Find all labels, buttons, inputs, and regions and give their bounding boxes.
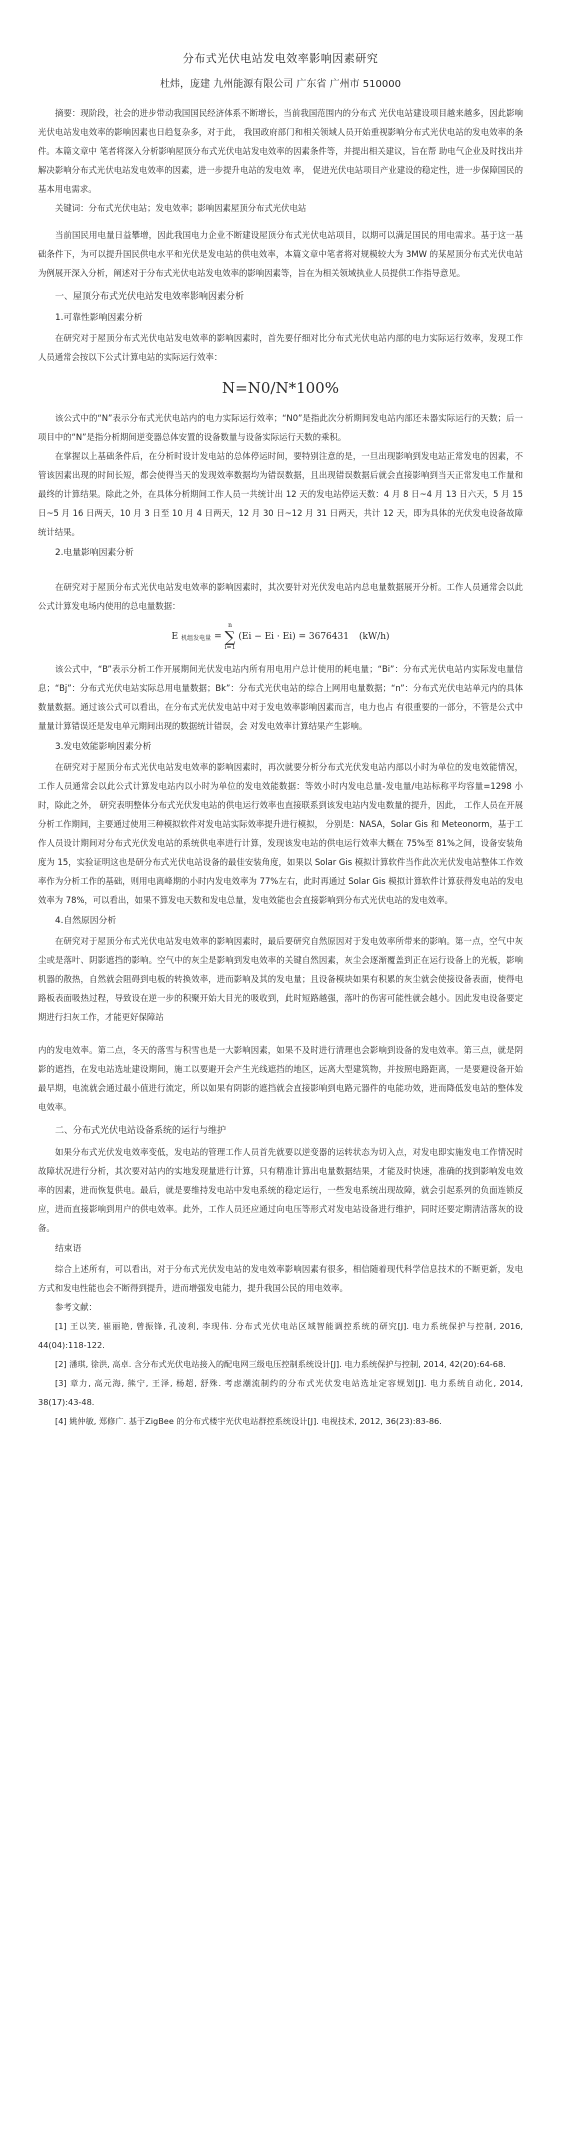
reference-item: [4] 姚仲敏, 郑修广. 基于ZigBee 的分布式楼宇光伏电站群控系统设计[J]. 电视技术, 2012, 36(23):83-86.	[55, 1416, 442, 1426]
formula-body: (Ei − Ei · Ei) = 3676431	[238, 632, 349, 642]
subsection-1-1-heading: 1.可靠性影响因素分析	[55, 313, 143, 323]
conclusion-heading: 结束语	[55, 1244, 82, 1254]
references-heading: 参考文献：	[55, 1302, 97, 1312]
paragraph: 在研究对于屋顶分布式光伏电站发电效率的影响因素时，最后要研究自然原因对于发电效率所带来的影响。第一点，空气中灰尘或是落叶、阴影遮挡的影响。空气中的灰尘是影响到发电效率的关键自然因素，灰尘会逐渐覆盖到正在运行设备上的光板，影响机器的散热，自然就会阻碍到电板的转换效率，进而影响及其的发电量；且设备模块如果有积累的灰尘就会使接设备表面，使得电路板表面吸热过程，导致设在逆一步的积聚开始大目光的吸收到，此时短路越强，落叶的伤害可能性就会越小。因此发电设备要定期进行扫灰工作，才能更好保障站	[38, 936, 523, 1022]
paragraph: 在研究对于屋顶分布式光伏电站发电效率的影响因素时，首先要仔细对比分布式光伏电站内部的电力实际运行效率，发现工作人员通常会按以下公式计算电站的实际运行效率：	[38, 333, 523, 362]
paragraph: 该公式中，“B”表示分析工作开展期间光伏发电站内所有用电用户总计使用的耗电量；“Bi”：分布式光伏电站内实际发电量信息；“Bj”：分布式光伏电站实际总用电量数据；Bk”：分布式光伏电站的综合上网用电量数据；“n”：分布式光伏电站单元内的具体数量数据。通过该公式可以看出，在分布式光伏发电站中对于发电效率影响因素而言，电力也占 有很重要的一部分，不管是公式中量量计算错误还是发电单元期间出现的数据统计错误，会 对发电效率计算结果产生影响。	[38, 664, 523, 731]
paper-title: 分布式光伏电站发电效率影响因素研究	[182, 52, 379, 65]
formula-subscript: 机组发电量	[181, 634, 212, 642]
reference-item: [3] 章力, 高元海, 熊宁, 王泽, 杨超, 舒殊. 考虑潮流制约的分布式光伏发电站选址定容规划[J]. 电力系统自动化, 2014, 38(17):43-48.	[38, 1378, 523, 1407]
section-1-heading: 一、屋顶分布式光伏电站发电效率影响因素分析	[55, 292, 245, 302]
paragraph: 在掌握以上基础条件后，在分析时设计发电站的总体停运时间，要特别注意的是，一旦出现影响到发电站正常发电的因素，不管该因素出现的时间长短，都会使得当天的发现效率数据均为错误数据，且出现错误数据后就会直接影响到当天正常发电工作量和最终的计算结果。除此之外，在具体分析期间工作人员一共统计出 12 天的发电站停运天数：4 月 8 日~4 月 13 日六天，5 月 15 日~5 月 16 日两天，10 月 3 日至 10 月 4 日两天，12 月 30 日~12 月 31 日两天，共计 12 天，即为具体的光伏发电设备故障统计结果。	[38, 451, 523, 537]
efficiency-formula: N=N0/N*100%	[222, 379, 339, 397]
conclusion-paragraph: 综合上述所有，可以看出，对于分布式光伏发电站的发电效率影响因素有很多，相信随着现代科学信息技术的不断更新，发电方式和发电性能也会不断得到提升，进而增强发电能力，提升我国公民的用电效率。	[38, 1264, 523, 1293]
keywords: 关键词：分布式光伏电站；发电效率；影响因素屋顶分布式光伏电站	[55, 203, 307, 213]
formula-symbol: E	[171, 632, 179, 642]
paragraph: 在研究对于屋顶分布式光伏电站发电效率的影响因素时，其次要针对光伏发电站内总电量数据展开分析。工作人员通常会以此公式计算发电场内使用的总电量数据：	[38, 582, 523, 611]
reference-item: [2] 潘琪, 徐洪, 高卓. 含分布式光伏电站接入的配电网三级电压控制系统设计[J]. 电力系统保护与控制, 2014, 42(20):64-68.	[55, 1359, 506, 1369]
energy-formula: E 机组发电量 = n ∑ i=1 (Ei − Ei · Ei) = 3676431 (kW/h)	[171, 622, 390, 651]
authors-line: 杜炜，庞建 九州能源有限公司 广东省 广州市 510000	[160, 79, 401, 90]
subsection-1-4-heading: 4.自然原因分析	[55, 916, 117, 926]
paragraph: 在研究对于屋顶分布式光伏电站发电效率的影响因素时，再次就要分析分布式光伏发电站内部以小时为单位的发电效能情况，工作人员通常会以此公式计算发电站内以小时为单位的发电效能数据：等效小时内发电总量-发电量/电站标称平均容量=1298 小时，除此之外， 研究表明整体分布式光伏发电站的供电运行效率也直接联系到该发电站内发电数量的提升，因此， 工作人员在开展分析工作期间，主要通过使用三种模拟软件对发电站实际效率提升进行模拟， 分别是：NASA，Solar Gis 和 Meteonorm，基于工作人员设计期间对分布式光伏发电站的系统供电率进行计算，发现该发电站的供电运行效率大概在 75%至 81%之间，设备安装角度为 15，实验证明这也是研分布式光伏电站设备的最佳安装角度，如果以 Solar Gis 模拟计算软件当作此次光伏发电站整体工作效率作为分析工作的基础，则用电离峰期的小时内发电效率为 77%左右，此时再通过 Solar Gis 模拟计算软件计算获得发电站的发电效率为 78%，可以看出，如果不算发电天数和发电总量，发电效能也会直接影响到分布式光伏电站的发电效率。	[38, 762, 523, 905]
formula-unit: (kW/h)	[358, 632, 390, 642]
subsection-1-2-heading: 2.电量影响因素分析	[55, 548, 134, 558]
subsection-1-3-heading: 3.发电效能影响因素分析	[55, 742, 152, 752]
paragraph: 该公式中的“N”表示分布式光伏电站内的电力实际运行效率；“N0”是指此次分析期间发电站内部还未器实际运行的天数；后一项目中的“N”是指分析期间逆变器总体安置的设备数量与设备实际运行天数的乘积。	[38, 413, 523, 442]
paragraph: 内的发电效率。第二点，冬天的落雪与积雪也是一大影响因素，如果不及时进行清理也会影响到设备的发电效率。第三点，就是阴影的遮挡，在发电站选址建设期间，施工以要避开会产生光线遮挡的地区，远离大型建筑物，并按照电路距离，一是要避设备开始最早期，电流就会通过最小值进行流定，所以如果有阴影的遮挡就会直接影响到电路元器件的电能功效，进而降低发电站的整体发电效率。	[38, 1045, 523, 1112]
abstract: 摘要：现阶段，社会的进步带动我国国民经济体系不断增长，当前我国范围内的分布式 光伏电站建设项目越来越多，因此影响光伏电站发电效率的影响因素也日趋复杂多，对于此， 我国政府部门和相关领域人员开始重视影响分布式光伏电站的发电效率的条件。本篇文章中 笔者将深入分析影响屋顶分布式光伏电站发电效率的因素条件等，并提出相关建议，旨在帮 助电气企业及时找出并解决影响分布式光伏电站发电效率的因素，进一步提升电站的发电效 率， 促进光伏电站项目产业建设的稳定性，进一步保障国民的基本用电需求。	[38, 108, 523, 194]
sum-sign: n ∑ i=1	[224, 622, 236, 651]
intro-paragraph: 当前国民用电量日益攀增，因此我国电力企业不断建设屋顶分布式光伏电站项目，以期可以满足国民的用电需求。基于这一基础条件下，为可以提升国民供电水平和光伏是发电站的供电效率，本篇文章中笔者将对规模较大为 3MW 的某屋顶分布式光伏电站为例展开深入分析，阐述对于分布式光伏电站发电效率的影响因素等，旨在为相关领域执业人员提供工作指导意见。	[38, 230, 523, 278]
sum-upper: n	[228, 622, 232, 629]
paragraph: 如果分布式光伏发电效率变低，发电站的管理工作人员首先就要以逆变器的运转状态为切入点，对发电即实施发电工作情况时故障状况进行分析，其次要对站内的实地发现量进行计算，只有精准计算出电量数据结果，才能及时快速，准确的找到影响发电效率的因素，进而恢复供电。最后，就是要维持发电站中发电系统的稳定运行，一些发电系统出现故障，就会引起系列的负面连锁反应，进而直接影响到用户的供电效率。此外，工作人员还应通过向电压等形式对发电站设备进行维护，同时还要定期清洁落灰的设备。	[38, 1147, 523, 1233]
reference-item: [1] 王以笑, 崔丽艳, 曾振锋, 孔凌利, 李现伟. 分布式光伏电站区域智能调控系统的研究[J]. 电力系统保护与控制, 2016, 44(04):118-122.	[38, 1321, 523, 1350]
section-2-heading: 二、分布式光伏电站设备系统的运行与维护	[55, 1126, 227, 1136]
sum-lower: i=1	[224, 644, 236, 651]
